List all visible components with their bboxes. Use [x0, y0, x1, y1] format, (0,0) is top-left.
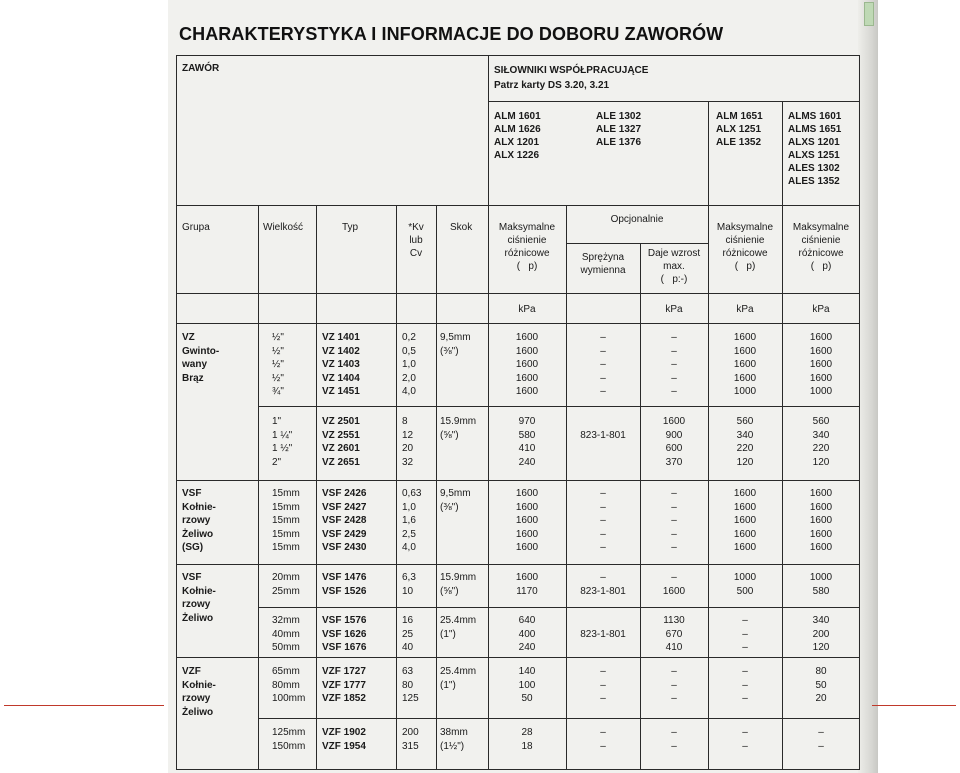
max-pressure-column: 640 400 240 [518, 615, 536, 654]
size-column: 32mm 40mm 50mm [272, 615, 300, 654]
kv-column: 63 80 125 [402, 666, 419, 705]
size-column: 20mm 25mm [272, 572, 300, 597]
gain-column: 1130 670 410 [663, 615, 685, 654]
type-column: VZF 1727 VZF 1777 VZF 1852 [322, 666, 366, 705]
actuator-group-3: ALM 1651 ALX 1251 ALE 1352 [716, 111, 763, 148]
right-divider-line [872, 705, 956, 706]
col-max-pressure-2: Maksymalne ciśnienie różnicowe ( p) [716, 222, 774, 272]
max-pressure-3-column: – – [818, 727, 824, 752]
type-column: VZ 1401 VZ 1402 VZ 1403 VZ 1404 VZ 1451 [322, 332, 360, 398]
stroke-column: 38mm (1½") [440, 727, 468, 752]
spring-column: 823-1-801 [580, 628, 626, 640]
size-column: 65mm 80mm 100mm [272, 666, 306, 705]
spring-column: 823-1-801 [580, 429, 626, 441]
max-pressure-3-column: 80 50 20 [815, 666, 827, 705]
unit-kpa: kPa [736, 304, 754, 315]
max-pressure-2-column: – – – [742, 615, 748, 654]
size-column: 125mm 150mm [272, 727, 306, 752]
actuators-reference: Patrz karty DS 3.20, 3.21 [494, 80, 610, 91]
unit-kpa: kPa [812, 304, 830, 315]
col-max-pressure-1: Maksymalne ciśnienie różnicowe ( p) [498, 222, 556, 272]
max-pressure-3-column: 560 340 220 120 [812, 416, 830, 468]
actuators-header: SIŁOWNIKI WSPÓŁPRACUJĄCE [494, 65, 649, 76]
col-daje-wzrost: Daje wzrost max. ( p:-) [647, 248, 701, 285]
type-column: VSF 2426 VSF 2427 VSF 2428 VSF 2429 VSF 2430 [322, 488, 367, 554]
max-pressure-2-column: 560 340 220 120 [736, 416, 754, 468]
gain-column: – 1600 [662, 572, 686, 597]
kv-column: 0,63 1,0 1,6 2,5 4,0 [402, 488, 422, 554]
kv-column: 200 315 [402, 727, 419, 752]
max-pressure-3-column: 1600 1600 1600 1600 1000 [809, 332, 833, 398]
type-column: VSF 1576 VSF 1626 VSF 1676 [322, 615, 367, 654]
type-column: VSF 1476 VSF 1526 [322, 572, 367, 597]
max-pressure-3-column: 1000 580 [809, 572, 833, 597]
actuator-group-1: ALM 1601 ALM 1626 ALX 1201 ALX 1226 [494, 111, 541, 161]
max-pressure-column: 140 100 50 [518, 666, 536, 705]
max-pressure-3-column: 1600 1600 1600 1600 1600 [809, 488, 833, 554]
col-skok: Skok [450, 222, 473, 233]
stroke-column: 9,5mm (⅜") [440, 332, 471, 357]
page-edge-shadow [858, 0, 878, 773]
kv-column: 16 25 40 [402, 615, 414, 654]
gain-column: – – – – – [671, 488, 677, 554]
size-column: ½" ½" ½" ½" ¾" [272, 332, 284, 398]
max-pressure-column: 1600 1170 [515, 572, 539, 597]
gain-column: – – – [671, 666, 677, 705]
type-column: VZF 1902 VZF 1954 [322, 727, 366, 752]
col-sprezyna: Sprężyna wymienna [580, 252, 626, 276]
max-pressure-3-column: 340 200 120 [812, 615, 830, 654]
col-grupa: Grupa [182, 222, 210, 233]
spring-column: – – – – – [600, 488, 606, 554]
max-pressure-2-column: – – – [742, 666, 748, 705]
spring-column: – – [600, 727, 606, 752]
spring-column: – – – – – [600, 332, 606, 398]
col-wielkosc: Wielkość [263, 222, 304, 233]
stroke-column: 25.4mm (1") [440, 666, 477, 691]
max-pressure-column: 28 18 [521, 727, 533, 752]
page-title: CHARAKTERYSTYKA I INFORMACJE DO DOBORU ZAWORÓW [179, 24, 724, 44]
group-label: VSF Kołnie- rzowy Żeliwo [182, 572, 216, 624]
kv-column: 6,3 10 [402, 572, 416, 597]
max-pressure-column: 1600 1600 1600 1600 1600 [515, 332, 539, 398]
max-pressure-column: 970 580 410 240 [518, 416, 536, 468]
max-pressure-2-column: 1600 1600 1600 1600 1000 [733, 332, 757, 398]
stroke-column: 15.9mm (⅝") [440, 572, 477, 597]
group-label: VZF Kołnie- rzowy Żeliwo [182, 666, 216, 718]
zawor-header: ZAWÓR [182, 63, 220, 74]
group-label: VSF Kołnie- rzowy Żeliwo (SG) [182, 488, 216, 554]
type-column: VZ 2501 VZ 2551 VZ 2601 VZ 2651 [322, 416, 360, 468]
gain-column: 1600 900 600 370 [662, 416, 686, 468]
actuator-group-2: ALE 1302 ALE 1327 ALE 1376 [596, 111, 642, 148]
col-max-pressure-3: Maksymalne ciśnienie różnicowe ( p) [792, 222, 850, 272]
gain-column: – – – – – [671, 332, 677, 398]
unit-kpa: kPa [665, 304, 683, 315]
col-kv: *Kv lub Cv [408, 222, 424, 259]
gain-column: – – [671, 727, 677, 752]
spring-column: – – – [600, 666, 606, 705]
size-column: 1" 1 ¼" 1 ½" 2" [272, 416, 293, 468]
max-pressure-2-column: 1000 500 [733, 572, 757, 597]
max-pressure-column: 1600 1600 1600 1600 1600 [515, 488, 539, 554]
unit-kpa: kPa [518, 304, 536, 315]
max-pressure-2-column: – – [742, 727, 748, 752]
stroke-column: 9,5mm (⅜") [440, 488, 471, 513]
spring-column: – 823-1-801 [580, 572, 626, 597]
group-label: VZ Gwinto- wany Brąz [182, 332, 220, 384]
col-opcjonalnie: Opcjonalnie [610, 214, 664, 225]
col-typ: Typ [342, 222, 359, 233]
kv-column: 8 12 20 32 [402, 416, 414, 468]
kv-column: 0,2 0,5 1,0 2,0 4,0 [402, 332, 416, 398]
corner-tab-mark [864, 2, 874, 26]
stroke-column: 25.4mm (1") [440, 615, 477, 640]
stroke-column: 15.9mm (⅝") [440, 416, 477, 441]
size-column: 15mm 15mm 15mm 15mm 15mm [272, 488, 300, 554]
valve-selection-table [176, 55, 860, 770]
actuator-group-4: ALMS 1601 ALMS 1651 ALXS 1201 ALXS 1251 ALES 1302 ALES 1352 [788, 111, 842, 187]
max-pressure-2-column: 1600 1600 1600 1600 1600 [733, 488, 757, 554]
left-divider-line [4, 705, 164, 706]
